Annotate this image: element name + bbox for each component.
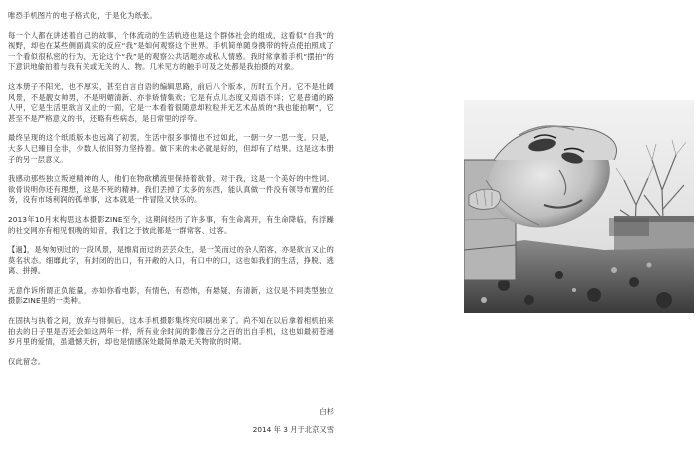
paragraph-7: 无意作诉所谓正负能量，亦如你看电影，有情色，有恐怖，有悬疑，有清新，这仅是不同类型独立摄影ZINE里的一类种。	[8, 285, 334, 306]
paragraph-6: 【過】，是匆匆别过的一段风景，是擦肩而过的芸芸众生，是一笑而过的杂人陌客，亦是欲言又止的莫名状态。细靡此字，有封闭的出口，有开敞的入口，有口中的口，这也如我们的生活，挣脱、逃离、拼搏。	[8, 245, 334, 276]
intro-line: 唯恐手机图片的电子格式化，于是化为纸张。	[8, 11, 157, 20]
paragraph-8: 在固执与执着之间，放弃与徘徊后，这本手机摄影集终究印刷出来了。尚不知在以后拿着相机拍来拍去的日子里是否还会如这两年一样，所有业余时间的影像百分之百的出自手机，这也如最初苍递岁月里的爱情，虽遗憾天折，却也是情感深处最简单最无关物欲的时期。	[8, 316, 334, 347]
paragraph-1: 每一个人都在讲述着自己的故事，个体流动的生活轨迹也是这个群体社会的组成，这看似“自我”的视野，却也在某些侧面真实的反应“我”是如何观察这个世界。手机简单随身携带的特点使拍照成了一个看似很私密的行为，无论这个“我”是的观察公共话题亦或私人情感。我时常拿着手机“摆拍”的下意识地偷拍着与我有关或无关的人、物。几米见方的触手可及之处都是我拍摄的对象。	[8, 30, 334, 72]
author-date: 2014 年 3 月于北京又雪	[252, 425, 334, 434]
paragraph-2: 这本册子不阳光，也不厚实，甚至自言自语的编辑思路，前后八个版本，历时五个月。它不是壮阔风景，不是靓女帅男，不是明媚清新、亦非矫情集欢；它是有点儿态度又焉语不详；它是普通的路人甲，它是生活里欲言又止的一面，它是一本看着很随意却粒粒并无艺术品质的“我也能拍啊”，它甚至不是严格意义的书，还略有些病态，是日常里的浮夸。	[8, 81, 334, 123]
photo-toppled-statue	[464, 100, 694, 313]
paragraph-3: 最终呈现的这个纸质版本也远离了初衷，生活中很多事情也不过如此，一朝一夕一思一变。只是，大多人已臻目全非，少数人依旧努力坚持着。做下来的未必就是好的，但却有了结果。这是这本册子的另一层意义。	[8, 133, 334, 164]
paragraph-9: 仅此留念。	[8, 356, 46, 366]
paragraph-5: 2013年10月末构思这本摄影ZINE至今，这期间经历了许多事，有生命离开，有生命降临，有浮躁的社交网亦有相见恨晚的知音，我们之于彼此都是一群常客、过客。	[8, 214, 334, 235]
text-column	[8, 11, 334, 376]
paragraph-4: 我感动那些独立叛逆精神的人，他们在物欲横流里保持着欲骨，对于我，这是一个美好的中性词。欲骨说明你还有理想，这是不死的精神。我们丢掉了太多的东西，能认真做一件没有领导布置的任务，没有市场利润的孤单事，这本就是一件冒险又快乐的。	[8, 174, 334, 205]
author-signature: 白杉	[319, 407, 334, 416]
